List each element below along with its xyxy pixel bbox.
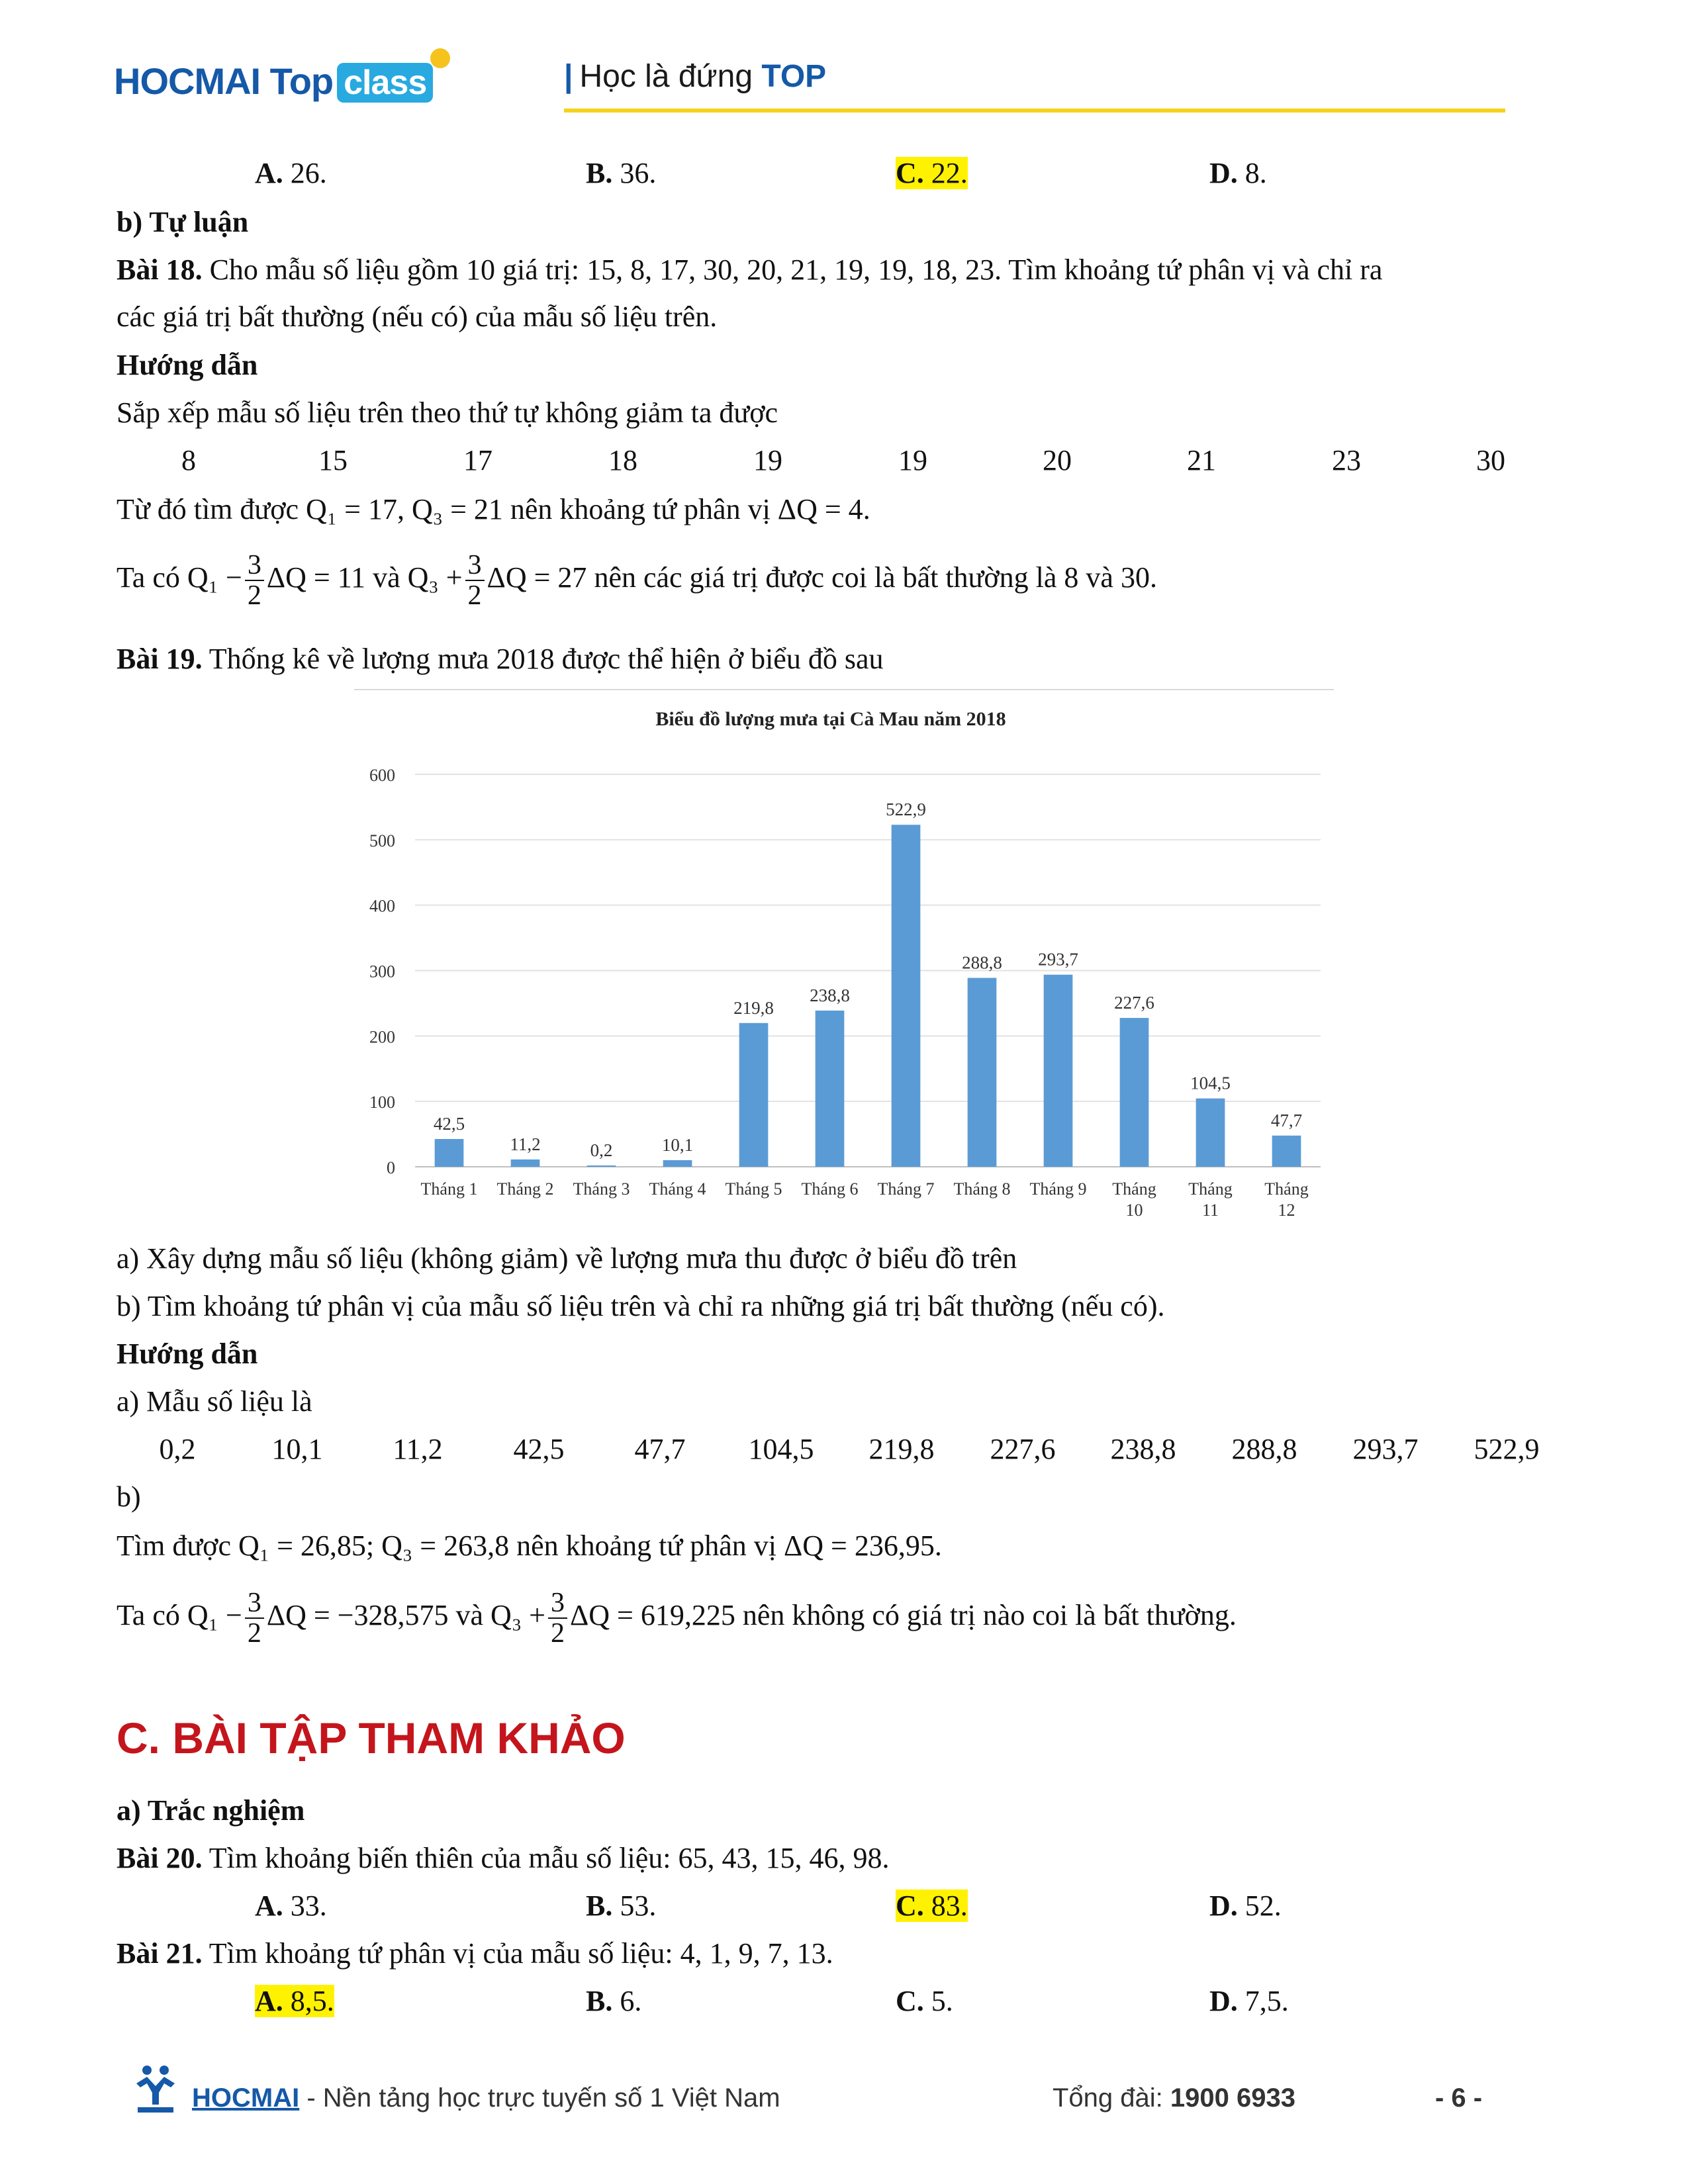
- x-tick-label: 10: [1125, 1201, 1143, 1220]
- choice-text: 53.: [612, 1889, 657, 1922]
- text: Ta có: [117, 561, 187, 594]
- page-number: - 6 -: [1435, 2083, 1483, 2113]
- bai19-outlier-line: [117, 1588, 1237, 1648]
- x-tick-label: Tháng: [1188, 1179, 1233, 1199]
- x-tick-label: 11: [1201, 1201, 1219, 1220]
- sorted-value: 47,7: [634, 1433, 686, 1465]
- bai21-choice-c: [896, 1984, 953, 2019]
- lower-bound: ΔQ = −328,575: [266, 1599, 449, 1632]
- math: Q₁ −: [187, 561, 242, 594]
- hotline-label: Tổng đài:: [1053, 2083, 1170, 2113]
- text: và: [365, 561, 408, 594]
- problem-label: Bài 21.: [117, 1937, 203, 1970]
- footer-hotline: [1053, 2083, 1295, 2113]
- fraction: [465, 551, 485, 610]
- sorted-value: 20: [1043, 444, 1072, 477]
- bar: [1120, 1018, 1149, 1167]
- bai21-choice-a: [255, 1984, 334, 2019]
- y-tick-label: 600: [369, 766, 395, 785]
- q17-choice-b: [586, 156, 656, 191]
- bar: [435, 1139, 464, 1167]
- upper-bound: ΔQ = 619,225: [569, 1599, 735, 1632]
- sun-icon: [430, 48, 450, 68]
- choice-letter: C.: [896, 1985, 924, 2017]
- bai19-quartile-line: [117, 1529, 942, 1564]
- bai19-part-b: b) Tìm khoảng tứ phân vị của mẫu số liệu trên và chỉ ra những giá trị bất thường (nếu có).: [117, 1290, 1165, 1322]
- logo-text: HOCMAI Top: [114, 60, 334, 102]
- bai19-answer-b: b): [117, 1480, 141, 1513]
- sorted-value: 30: [1476, 444, 1505, 477]
- sorted-value: 19: [753, 444, 782, 477]
- sorted-value: 219,8: [868, 1433, 935, 1465]
- hocmai-topclass-logo: [114, 60, 433, 103]
- iqr-value: ΔQ = 4: [777, 493, 863, 525]
- bai18-problem-line2: các giá trị bất thường (nếu có) của mẫu số liệu trên.: [117, 300, 718, 333]
- choice-letter: B.: [586, 1985, 613, 2017]
- bar-value-label: 47,7: [1270, 1110, 1303, 1130]
- quartile-values: Q₁ = 26,85; Q₃ = 263,8: [238, 1529, 510, 1562]
- bai20-choice-c: [896, 1889, 968, 1924]
- bai18-guide-heading: Hướng dẫn: [117, 349, 258, 381]
- denominator: 2: [247, 580, 261, 612]
- bar: [511, 1160, 540, 1167]
- choice-text: 83.: [923, 1889, 968, 1922]
- fraction: [245, 551, 264, 610]
- bar: [816, 1011, 845, 1167]
- denominator: 2: [247, 1618, 261, 1649]
- sorted-value: 288,8: [1231, 1433, 1297, 1465]
- bar-value-label: 522,9: [886, 799, 926, 820]
- text: nên khoảng tứ phân vị: [509, 1529, 784, 1562]
- x-tick-label: Tháng 6: [801, 1179, 859, 1199]
- text: Ta có: [117, 1599, 187, 1632]
- bar-value-label: 0,2: [590, 1140, 613, 1160]
- text: .: [863, 493, 870, 525]
- hocmai-logo-icon: [132, 2064, 179, 2114]
- y-tick-label: 0: [387, 1158, 395, 1177]
- bai19-part-a: a) Xây dựng mẫu số liệu (không giảm) về lượng mưa thu được ở biểu đồ trên: [117, 1242, 1017, 1275]
- bar-value-label: 293,7: [1038, 949, 1078, 970]
- choice-letter: C.: [896, 157, 924, 189]
- sorted-value: 23: [1332, 444, 1361, 477]
- choice-text: 8,5.: [283, 1985, 334, 2017]
- bai21-problem: [117, 1936, 833, 1972]
- bar-value-label: 42,5: [433, 1113, 465, 1134]
- choice-letter: D.: [1209, 1985, 1238, 2017]
- choice-text: 52.: [1237, 1889, 1282, 1922]
- lower-bound: ΔQ = 11: [266, 561, 366, 594]
- bai20-problem: [117, 1841, 890, 1876]
- bai19-answer-a: a) Mẫu số liệu là: [117, 1385, 312, 1418]
- bar: [587, 1165, 616, 1167]
- sorted-value: 19: [898, 444, 927, 477]
- choice-letter: A.: [255, 1985, 283, 2017]
- sorted-value: 21: [1187, 444, 1216, 477]
- header-underline: [564, 109, 1505, 113]
- problem-text: Tìm khoảng biến thiên của mẫu số liệu: 65, 43, 15, 46, 98.: [202, 1842, 890, 1874]
- fraction: [245, 1588, 264, 1648]
- rainfall-bar-chart: [354, 688, 1334, 1231]
- x-tick-label: Tháng 3: [573, 1179, 630, 1199]
- q17-choice-c: [896, 156, 968, 191]
- problem-text: Cho mẫu số liệu gồm 10 giá trị: 15, 8, 17, 30, 20, 21, 19, 19, 18, 23. Tìm khoảng tứ phân vị và chỉ ra: [202, 253, 1383, 286]
- choice-text: 22.: [923, 157, 968, 189]
- bai20-choice-d: [1209, 1889, 1282, 1924]
- sorted-value: 15: [318, 444, 348, 477]
- numerator: 3: [548, 1588, 567, 1619]
- problem-label: Bài 18.: [117, 253, 203, 286]
- choice-text: 33.: [283, 1889, 327, 1922]
- problem-text: Thống kê về lượng mưa 2018 được thể hiện ở biểu đồ sau: [202, 643, 884, 675]
- y-tick-label: 400: [369, 896, 395, 916]
- x-tick-label: Tháng 1: [420, 1179, 478, 1199]
- bai18-problem-line1: [117, 253, 1382, 288]
- text: Từ đó tìm được: [117, 493, 306, 525]
- q17-choice-a: [255, 156, 327, 191]
- chart-value-labels: [434, 799, 1302, 1160]
- choice-text: 8.: [1237, 157, 1267, 189]
- bar-value-label: 10,1: [661, 1135, 694, 1156]
- bar: [892, 825, 921, 1167]
- bar-value-label: 104,5: [1190, 1073, 1231, 1093]
- math: Q₁ −: [187, 1599, 242, 1632]
- choice-text: 36.: [612, 157, 657, 189]
- bar: [1044, 975, 1073, 1167]
- chart-bars: [435, 825, 1301, 1167]
- choice-letter: A.: [255, 157, 283, 189]
- upper-bound: ΔQ = 27: [487, 561, 587, 594]
- tagline-top: TOP: [761, 59, 827, 94]
- bai19-guide-heading: Hướng dẫn: [117, 1338, 258, 1370]
- part-b-heading: b) Tự luận: [117, 206, 249, 238]
- bai21-choice-d: [1209, 1984, 1289, 2019]
- bai18-sorted-values: [0, 443, 1688, 483]
- x-tick-label: Tháng 9: [1029, 1179, 1087, 1199]
- footer-slogan: - Nền tảng học trực tuyến số 1 Việt Nam: [299, 2083, 780, 2113]
- sorted-value: 227,6: [990, 1433, 1056, 1465]
- sorted-value: 10,1: [271, 1433, 323, 1465]
- logo-class-badge: [337, 63, 433, 103]
- logo-class-text: class: [344, 64, 427, 102]
- sorted-value: 104,5: [748, 1433, 814, 1465]
- y-tick-label: 100: [369, 1093, 395, 1113]
- bai18-outlier-line: [117, 551, 1157, 610]
- bai19-sorted-values: [0, 1432, 1688, 1472]
- chart-gridlines: [415, 774, 1321, 1167]
- choice-text: 6.: [612, 1985, 642, 2017]
- chart-title: Biểu đồ lượng mưa tại Cà Mau năm 2018: [655, 708, 1006, 730]
- bar: [663, 1160, 692, 1167]
- choice-text: 7,5.: [1237, 1985, 1289, 2017]
- numerator: 3: [465, 551, 485, 581]
- y-tick-label: 500: [369, 831, 395, 850]
- hotline-number: 1900 6933: [1170, 2083, 1295, 2113]
- x-tick-label: Tháng: [1264, 1179, 1309, 1199]
- problem-label: Bài 20.: [117, 1842, 203, 1874]
- sorted-value: 522,9: [1474, 1433, 1540, 1465]
- sorted-value: 18: [608, 444, 637, 477]
- text: nên các giá trị được coi là bất thường là 8 và 30.: [586, 561, 1157, 594]
- problem-text: Tìm khoảng tứ phân vị của mẫu số liệu: 4, 1, 9, 7, 13.: [202, 1937, 833, 1970]
- problem-label: Bài 19.: [117, 643, 203, 675]
- sorted-value: 42,5: [513, 1433, 565, 1465]
- denominator: 2: [550, 1618, 565, 1649]
- chart-y-ticks: [369, 766, 395, 1177]
- chart-x-ticks: [421, 1179, 1309, 1220]
- x-tick-label: Tháng 5: [725, 1179, 782, 1199]
- numerator: 3: [245, 1588, 264, 1619]
- bai20-choice-a: [255, 1889, 327, 1924]
- bar: [1196, 1099, 1225, 1167]
- bar: [739, 1023, 769, 1167]
- choice-letter: B.: [586, 1889, 613, 1922]
- y-tick-label: 300: [369, 962, 395, 981]
- choice-letter: D.: [1209, 157, 1238, 189]
- x-tick-label: Tháng: [1112, 1179, 1156, 1199]
- footer-brand-link[interactable]: HOCMAI: [192, 2083, 300, 2113]
- bai19-problem: [117, 642, 884, 677]
- sorted-value: 238,8: [1110, 1433, 1176, 1465]
- bar-value-label: 219,8: [733, 997, 774, 1018]
- sorted-value: 17: [463, 444, 492, 477]
- part-a-heading: a) Trắc nghiệm: [117, 1794, 305, 1827]
- bai20-choice-b: [586, 1889, 656, 1924]
- footer-brand-line: [192, 2083, 780, 2113]
- x-tick-label: Tháng 4: [649, 1179, 706, 1199]
- sorted-value: 293,7: [1352, 1433, 1419, 1465]
- bai18-sort-text: Sắp xếp mẫu số liệu trên theo thứ tự không giảm ta được: [117, 396, 778, 429]
- choice-text: 5.: [923, 1985, 953, 2017]
- bar-value-label: 11,2: [510, 1134, 541, 1154]
- x-tick-label: 12: [1278, 1201, 1295, 1220]
- quartile-values: Q₁ = 17, Q₃ = 21: [306, 493, 503, 525]
- text: nên khoảng tứ phân vị: [502, 493, 778, 525]
- bar-value-label: 288,8: [962, 952, 1002, 973]
- denominator: 2: [467, 580, 482, 612]
- choice-letter: A.: [255, 1889, 283, 1922]
- text: và: [448, 1599, 491, 1632]
- bar: [1272, 1136, 1301, 1167]
- x-tick-label: Tháng 2: [496, 1179, 554, 1199]
- tagline-divider: |: [564, 59, 573, 94]
- choice-letter: B.: [586, 157, 613, 189]
- tagline-text: Học là đứng: [579, 59, 762, 94]
- text: nên không có giá trị nào coi là bất thường.: [735, 1599, 1237, 1632]
- bai18-quartile-line: [117, 492, 870, 527]
- numerator: 3: [245, 551, 264, 581]
- math: Q₃ +: [407, 561, 463, 594]
- bar: [968, 978, 997, 1167]
- math: Q₃ +: [491, 1599, 545, 1632]
- x-tick-label: Tháng 7: [877, 1179, 935, 1199]
- x-tick-label: Tháng 8: [953, 1179, 1011, 1199]
- text: Tìm được: [117, 1529, 238, 1562]
- bar-value-label: 227,6: [1114, 993, 1154, 1013]
- text: .: [934, 1529, 942, 1562]
- choice-letter: D.: [1209, 1889, 1238, 1922]
- q17-choice-d: [1209, 156, 1267, 191]
- choice-letter: C.: [896, 1889, 924, 1922]
- sorted-value: 0,2: [159, 1433, 196, 1465]
- bai21-choice-b: [586, 1984, 641, 2019]
- fraction: [548, 1588, 567, 1648]
- choice-text: 26.: [283, 157, 327, 189]
- y-tick-label: 200: [369, 1027, 395, 1047]
- header-tagline: [564, 58, 826, 95]
- sorted-value: 11,2: [393, 1433, 443, 1465]
- iqr-value: ΔQ = 236,95: [783, 1529, 935, 1562]
- bar-value-label: 238,8: [810, 985, 850, 1005]
- section-c-title: C. BÀI TẬP THAM KHẢO: [117, 1713, 626, 1762]
- sorted-value: 8: [181, 444, 196, 477]
